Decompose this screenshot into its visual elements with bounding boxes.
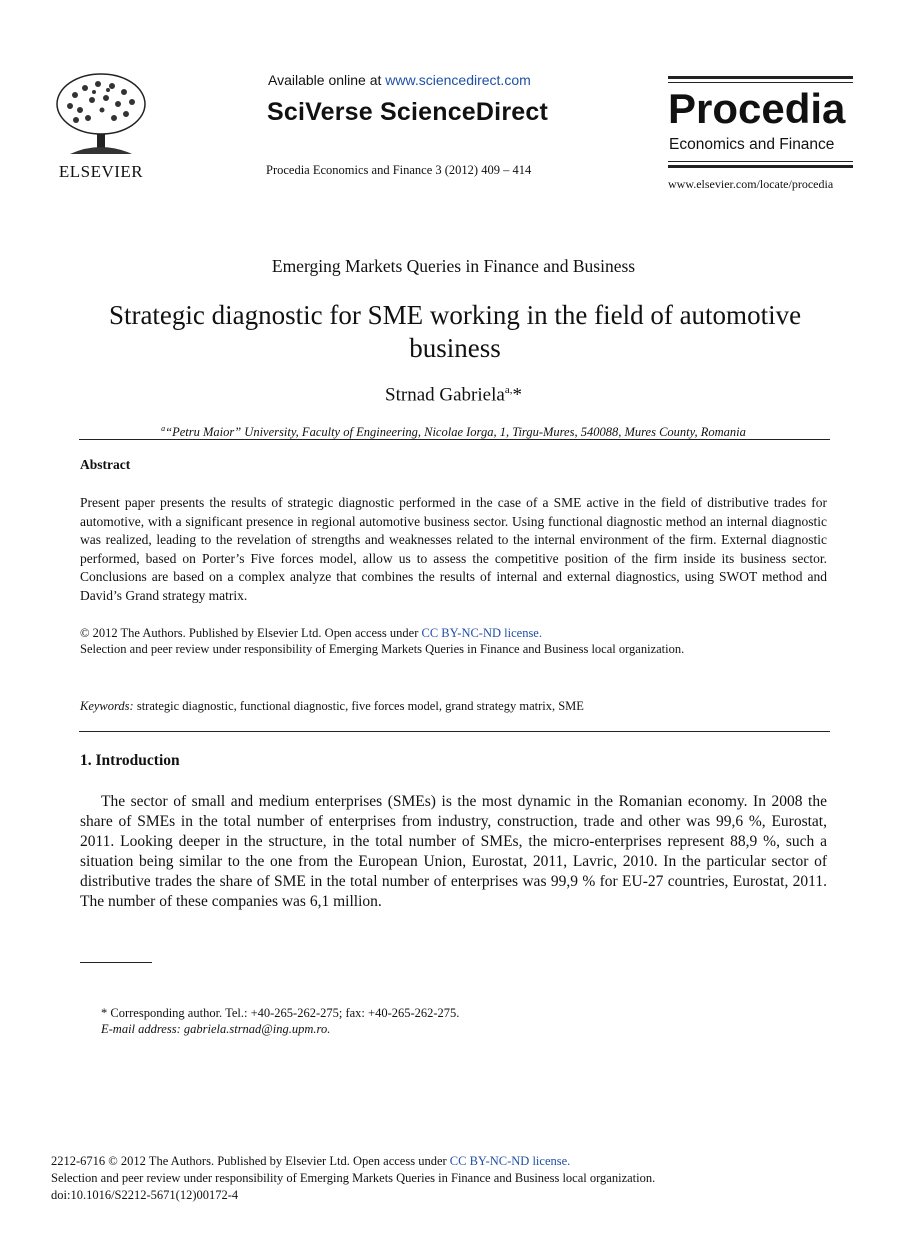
paper-title xyxy=(40,299,870,365)
author-name: Strnad Gabriela xyxy=(385,384,505,406)
email-address[interactable]: gabriela.strnad@ing.upm.ro. xyxy=(180,1022,331,1036)
procedia-rule-top-2 xyxy=(668,82,853,83)
elsevier-logo xyxy=(50,70,152,181)
affiliation xyxy=(0,424,907,440)
conference-name: Emerging Markets Queries in Finance and Business xyxy=(271,256,636,276)
sciverse-logo: SciVerse ScienceDirect xyxy=(267,98,548,126)
footer-issn xyxy=(51,1153,570,1170)
copyright-line xyxy=(80,625,542,642)
abstract-heading: Abstract xyxy=(80,457,131,472)
abstract-peer-review: Selection and peer review under responsibility of Emerging Markets Queries in Finance and Business local organization. xyxy=(80,642,685,656)
procedia-subtitle: Economics and Finance xyxy=(669,136,835,153)
elsevier-wordmark: ELSEVIER xyxy=(58,162,144,181)
footer-license-link[interactable]: CC BY-NC-ND license. xyxy=(449,1154,571,1168)
footnote-rule xyxy=(80,962,152,963)
copyright-text: © 2012 The Authors. Published by Elsevier Ltd. Open access under xyxy=(80,626,422,640)
introduction-heading: 1. Introduction xyxy=(80,752,180,769)
journal-citation: Procedia Economics and Finance 3 (2012) 409 – 414 xyxy=(266,163,532,177)
affiliation-rule xyxy=(79,439,830,440)
keywords-rule xyxy=(79,731,830,732)
introduction-text: The sector of small and medium enterprises (SMEs) is the most dynamic in the Romanian economy. In 2008 the share of SMEs in the total number of enterprises from industry, construction, trade and other was 99,6 %, Eurostat, 2011. Looking deeper in the structure, in the total number of SMEs, the micro-enterprises represent 88,9 %, such a situation being similar to the one from the European Union, Eurostat, 2011, Lavric, 2010. In the particular sector of distributive trades the share of SME in the total number of enterprises was 99,9 % for EU-27 countries, Eurostat, 2011. The number of these companies was 6,1 million. xyxy=(80,793,827,910)
procedia-rule-top-1 xyxy=(668,76,853,79)
title-line-2: business xyxy=(409,333,501,363)
available-online xyxy=(268,72,531,88)
corresponding-star: * xyxy=(512,384,522,406)
procedia-rule-bottom-2 xyxy=(668,165,853,168)
procedia-rule-bottom-1 xyxy=(668,161,853,162)
email-label: E-mail address: xyxy=(101,1022,181,1036)
abstract-text: Present paper presents the results of strategic diagnostic performed in the case of a SME active in the field of distributive trades for automotive, with a significant presence in regional automotive business sector. Using functional diagnostic method an internal diagnostic was realized, leading to the revelation of strengths and weaknesses related to the internal environment of the firm. External diagnostic performed, based on Porter’s Five forces model, allow us to assess the competitive position of the firm inside its business sector. Conclusions are based on a complex analyze that combines the results of internal and external diagnostics, using SWOT method and David’s Grand strategy matrix. xyxy=(80,495,827,603)
keywords-text: strategic diagnostic, functional diagnostic, five forces model, grand strategy matrix, SME xyxy=(133,699,584,713)
footer-copyright: 2212-6716 © 2012 The Authors. Published by Elsevier Ltd. Open access under xyxy=(51,1154,450,1168)
title-line-1: Strategic diagnostic for SME working in the field of automotive xyxy=(108,300,802,330)
footer-doi[interactable]: doi:10.1016/S2212-5671(12)00172-4 xyxy=(51,1188,239,1202)
footnote-corresponding: * Corresponding author. Tel.: +40-265-262-275; fax: +40-265-262-275. xyxy=(101,1006,460,1020)
elsevier-tree-icon xyxy=(50,70,152,158)
license-link[interactable]: CC BY-NC-ND license. xyxy=(421,626,542,640)
available-online-prefix: Available online at xyxy=(268,72,386,88)
keywords-line xyxy=(80,698,584,715)
affiliation-text: “Petru Maior” University, Faculty of Engineering, Nicolae Iorga, 1, Tirgu-Mures, 540088, Mures County, Romania xyxy=(165,425,746,440)
footer-peer-review: Selection and peer review under responsibility of Emerging Markets Queries in Finance and Business local organization. xyxy=(51,1171,656,1185)
author-marks: a, xyxy=(504,384,513,396)
procedia-url[interactable]: www.elsevier.com/locate/procedia xyxy=(668,177,834,191)
procedia-logo: Procedia xyxy=(668,85,846,132)
sciencedirect-link[interactable]: www.sciencedirect.com xyxy=(385,72,531,88)
keywords-label: Keywords: xyxy=(80,699,134,713)
affiliation-mark: a xyxy=(161,424,166,433)
footnote-email xyxy=(101,1021,330,1038)
author-line xyxy=(0,384,907,406)
